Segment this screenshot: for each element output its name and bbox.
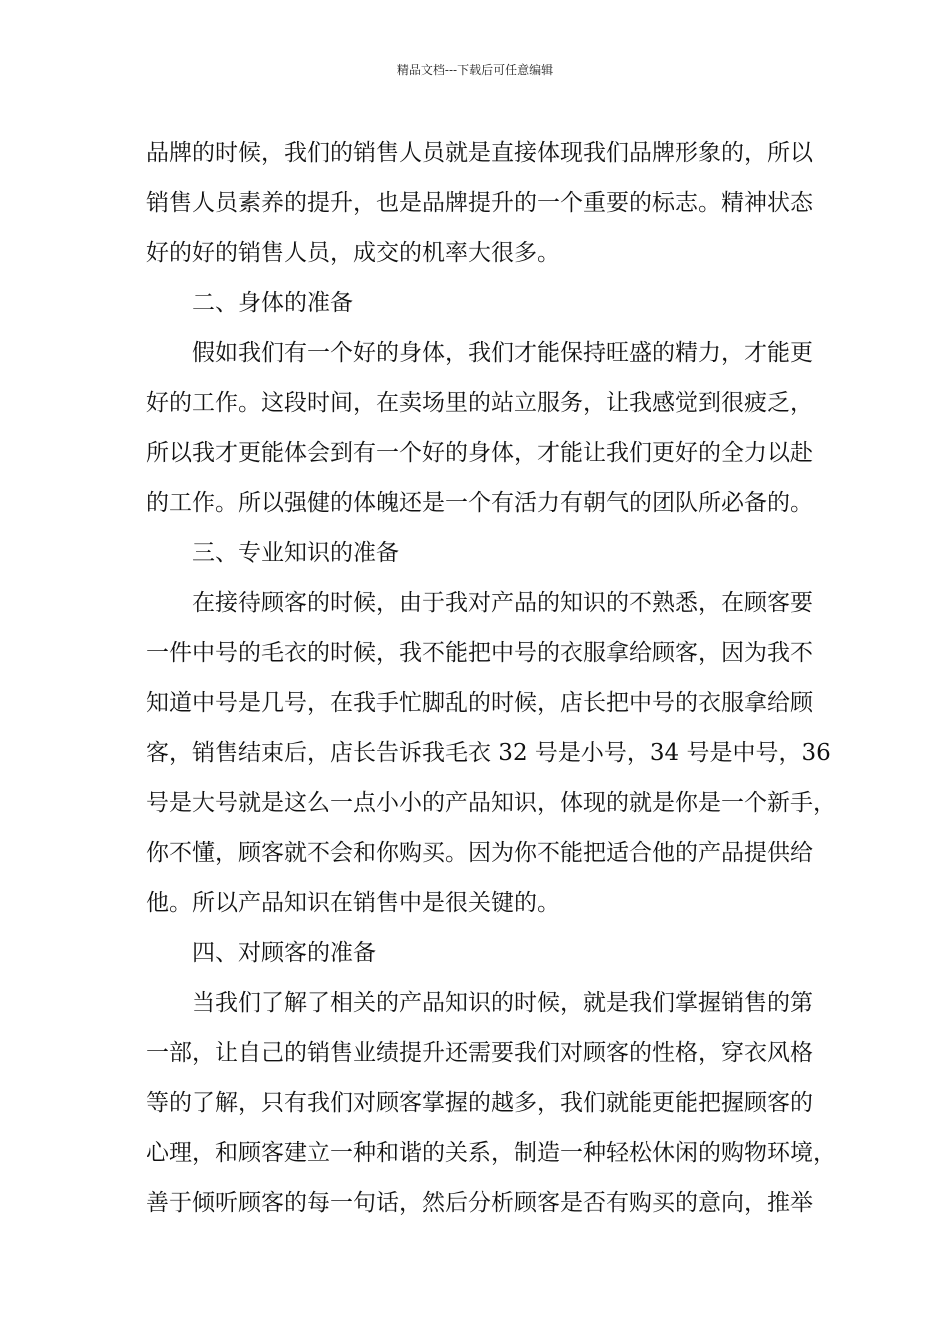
body-line: 心理，和顾客建立一种和谐的关系，制造一种轻松休闲的购物环境， bbox=[146, 1140, 836, 1166]
body-line: 他。所以产品知识在销售中是很关键的。 bbox=[146, 890, 560, 916]
body-line: 善于倾听顾客的每一句话，然后分析顾客是否有购买的意向，推举 bbox=[146, 1190, 813, 1216]
section-heading: 四、对顾客的准备 bbox=[192, 940, 376, 966]
section-heading: 三、专业知识的准备 bbox=[192, 540, 399, 566]
body-line: 的工作。所以强健的体魄还是一个有活力有朝气的团队所必备的。 bbox=[146, 490, 813, 516]
body-line: 一件中号的毛衣的时候，我不能把中号的衣服拿给顾客，因为我不 bbox=[146, 640, 813, 666]
body-line: 号是大号就是这么一点小小的产品知识，体现的就是你是一个新手， bbox=[146, 790, 836, 816]
body-line: 你不懂，顾客就不会和你购买。因为你不能把适合他的产品提供给 bbox=[146, 840, 813, 866]
body-line: 一部，让自己的销售业绩提升还需要我们对顾客的性格，穿衣风格 bbox=[146, 1040, 813, 1066]
body-line: 销售人员素养的提升，也是品牌提升的一个重要的标志。精神状态 bbox=[146, 190, 813, 216]
body-line: 客，销售结束后，店长告诉我毛衣 32 号是小号，34 号是中号，36 bbox=[146, 740, 831, 766]
page-header: 精品文档---下载后可任意编辑 bbox=[396, 63, 554, 77]
document-body bbox=[146, 128, 836, 1228]
body-line: 品牌的时候，我们的销售人员就是直接体现我们品牌形象的，所以 bbox=[146, 140, 813, 166]
paragraph-first-line: 当我们了解了相关的产品知识的时候，就是我们掌握销售的第 bbox=[192, 990, 813, 1016]
section-heading: 二、身体的准备 bbox=[192, 290, 353, 316]
body-line: 等的了解，只有我们对顾客掌握的越多，我们就能更能把握顾客的 bbox=[146, 1090, 813, 1116]
paragraph-first-line: 在接待顾客的时候，由于我对产品的知识的不熟悉，在顾客要 bbox=[192, 590, 813, 616]
body-line: 好的工作。这段时间，在卖场里的站立服务，让我感觉到很疲乏， bbox=[146, 390, 813, 416]
body-line: 所以我才更能体会到有一个好的身体，才能让我们更好的全力以赴 bbox=[146, 440, 813, 466]
body-line: 好的好的销售人员，成交的机率大很多。 bbox=[146, 240, 560, 266]
paragraph-first-line: 假如我们有一个好的身体，我们才能保持旺盛的精力，才能更 bbox=[192, 340, 813, 366]
body-line: 知道中号是几号，在我手忙脚乱的时候，店长把中号的衣服拿给顾 bbox=[146, 690, 813, 716]
